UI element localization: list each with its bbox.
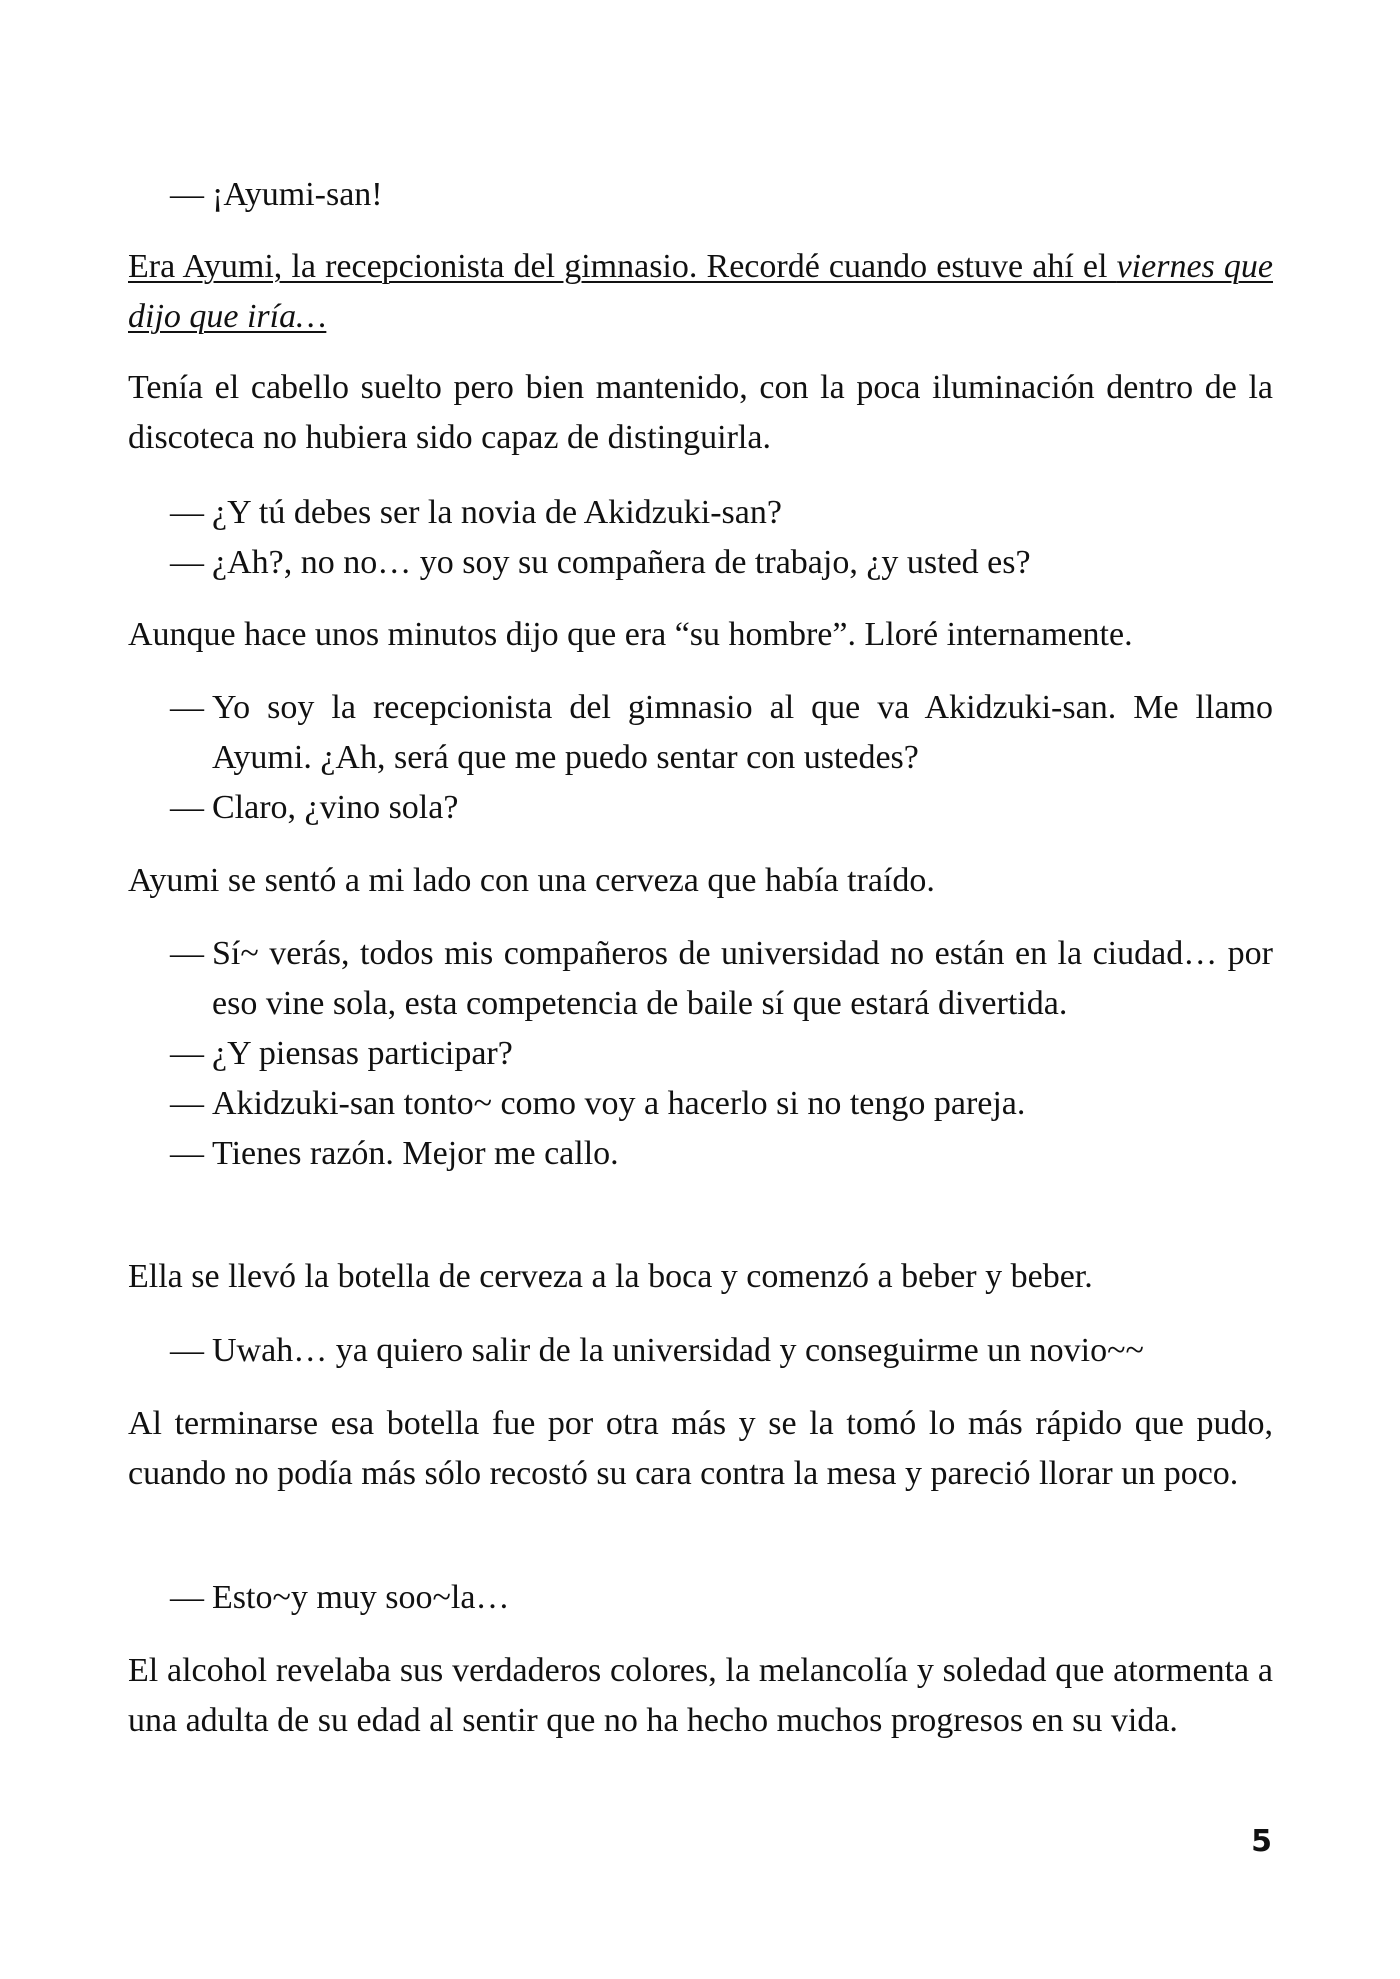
paragraph-6: Al terminarse esa botella fue por otra más y se la tomó lo más rápido que pudo, cuando no podía más sólo recostó su cara contra la mesa y pareció llorar un poco. [128,1405,1273,1492]
dialogue-dash: — [170,1085,204,1122]
dialogue-dash: — [170,1332,204,1369]
paragraph-7: El alcohol revelaba sus verdaderos colores, la melancolía y soledad que atormenta a una adulta de su edad al sentir que no ha hecho muchos progresos en su vida. [128,1652,1273,1739]
dialogue-line [170,1029,1273,1079]
dialogue-line [170,1129,1273,1179]
dialogue-dash: — [170,494,204,531]
dialogue-dash: — [170,789,204,826]
dialogue-block-1 [170,170,1273,220]
dialogue-text: ¿Y piensas participar? [212,1035,513,1072]
paragraph-5: Ella se llevó la botella de cerveza a la boca y comenzó a beber y beber. [128,1258,1093,1295]
dialogue-block-5 [170,1326,1273,1376]
dialogue-dash: — [170,1135,204,1172]
dialogue-text: Yo soy la recepcionista del gimnasio al que va Akidzuki-san. Me llamo Ayumi. ¿Ah, será que me puedo sentar con ustedes? [212,689,1273,776]
dialogue-dash: — [170,689,204,726]
dialogue-text: Tienes razón. Mejor me callo. [212,1135,619,1172]
dialogue-dash: — [170,544,204,581]
dialogue-block-4 [170,929,1273,1179]
dialogue-dash: — [170,935,204,972]
dialogue-block-2 [170,488,1273,588]
dialogue-text: ¿Ah?, no no… yo soy su compañera de trabajo, ¿y usted es? [212,544,1031,581]
dialogue-dash: — [170,1579,204,1616]
paragraph-1 [128,242,1273,342]
paragraph-1-underlined-text: Era Ayumi, la recepcionista del gimnasio. Recordé cuando estuve ahí el [128,248,1117,285]
dialogue-text: ¡Ayumi-san! [212,176,383,213]
dialogue-text: Esto~y muy soo~la… [212,1579,510,1616]
dialogue-line [170,929,1273,1029]
dialogue-text: Akidzuki-san tonto~ como voy a hacerlo si no tengo pareja. [212,1085,1026,1122]
dialogue-text: Claro, ¿vino sola? [212,789,459,826]
dialogue-line [170,1573,1273,1623]
dialogue-line [170,538,1273,588]
dialogue-dash: — [170,1035,204,1072]
paragraph-4: Ayumi se sentó a mi lado con una cerveza que había traído. [128,862,935,899]
page-number: 5 [1251,1824,1272,1859]
paragraph-3: Aunque hace unos minutos dijo que era “su hombre”. Lloré internamente. [128,616,1133,653]
dialogue-line [170,488,1273,538]
dialogue-line [170,1079,1273,1129]
dialogue-line [170,170,1273,220]
dialogue-block-6 [170,1573,1273,1623]
dialogue-line [170,1326,1273,1376]
dialogue-line [170,783,1273,833]
dialogue-line [170,683,1273,783]
dialogue-text: Sí~ verás, todos mis compañeros de universidad no están en la ciudad… por eso vine sola, esta competencia de baile sí que estará divertida. [212,935,1273,1022]
dialogue-text: Uwah… ya quiero salir de la universidad y conseguirme un novio~~ [212,1332,1144,1369]
dialogue-dash: — [170,176,204,213]
paragraph-2: Tenía el cabello suelto pero bien mantenido, con la poca iluminación dentro de la discoteca no hubiera sido capaz de distinguirla. [128,369,1273,456]
paragraph-1-italic-text: viernes que dijo que iría… [128,248,1273,335]
dialogue-text: ¿Y tú debes ser la novia de Akidzuki-san? [212,494,782,531]
dialogue-block-3 [170,683,1273,833]
